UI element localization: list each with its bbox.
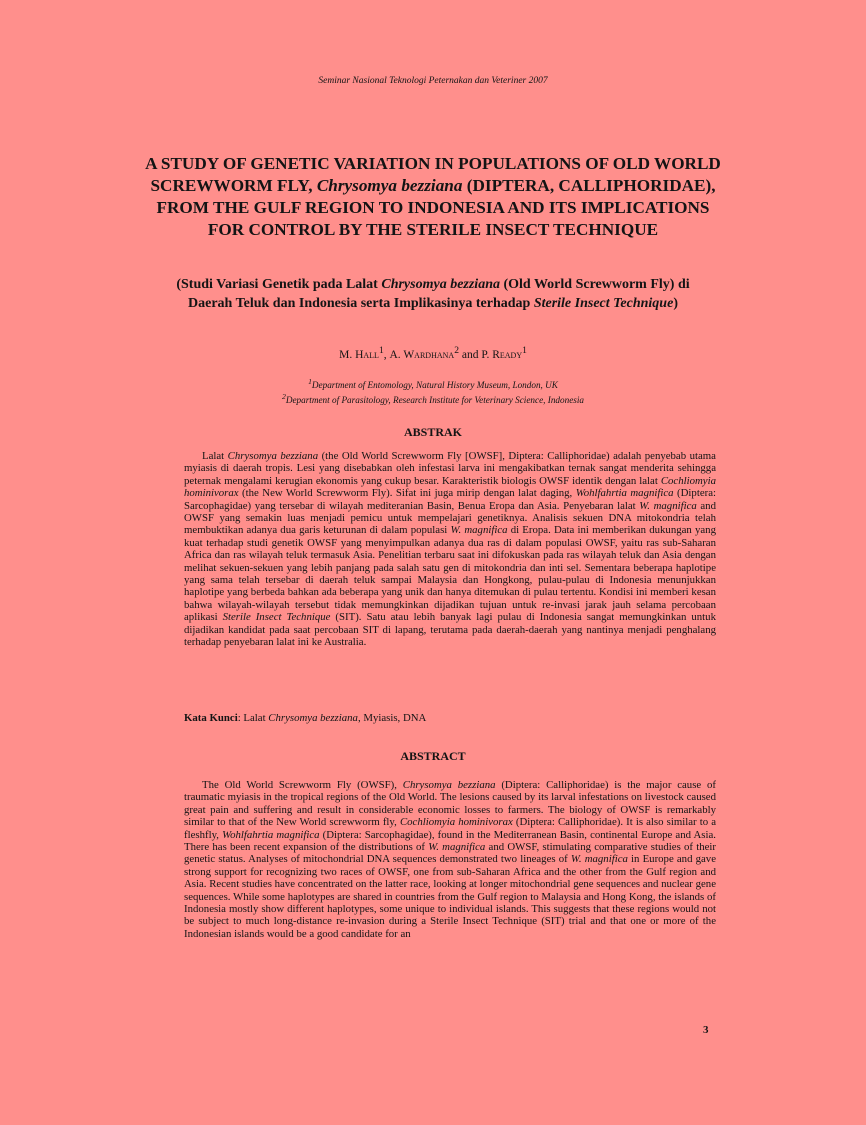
abstract-text: (Diptera: Calliphoridae). It is also similar to a fleshfly, <box>184 816 716 841</box>
abstrak-italic: Chrysomya bezziana <box>227 450 319 462</box>
paper-title <box>140 153 726 241</box>
paper-subtitle <box>160 275 706 313</box>
author-name: P. Ready <box>481 348 523 361</box>
subtitle-sit: Sterile Insect Technique <box>533 296 674 311</box>
title-text: A STUDY OF GENETIC VARIATION IN POPULATIONS OF OLD WORLD SCREWWORM FLY, <box>145 154 721 195</box>
abstract-text: (Diptera: Sarcophagidae), found in the Mediterranean Basin, continental Europe and Asia. There has been recent expansion of the distributions of <box>184 828 716 854</box>
abstrak-body <box>184 450 716 649</box>
subtitle-species: Chrysomya bezziana <box>381 277 500 292</box>
abstrak-italic: W. magnifica <box>450 524 508 537</box>
abstract-italic: W. magnifica <box>570 853 628 866</box>
abstrak-text: and OWSF yang semakin luas menjadi pemicu untuk mempelajari genetiknya. Analisis sekuen DNA mitokondria telah membuktikan adanya dua garis keturunan di dalam populasi <box>184 499 716 537</box>
subtitle-text-mid: (Old World Screwworm Fly) di Daerah Teluk dan Indonesia serta Implikasinya terhadap <box>188 277 690 311</box>
abstrak-text: (the Old World Screwworm Fly [OWSF], Diptera: Calliphoridae) adalah penyebab utama myiasis di daerah tropis. Lesi yang disebabkan oleh infestasi larva ini mengakibatkan ternak sangat menderita sehingga peternak mengalami kerugian ekonomis yang cukup besar. Karakteristik biologis OWSF identik dengan lalat <box>184 450 716 487</box>
abstract-italic: Wohlfahrtia magnifica <box>222 828 320 841</box>
page-number: 3 <box>703 1024 709 1036</box>
affiliation-1 <box>0 376 866 391</box>
abstract-text: (Diptera: Calliphoridae) is the major cause of traumatic myiasis in the tropical regions of the Old World. The lesions caused by its larval infestations on livestock caused great pain and suffering and result in considerable economic losses to farmers. The biology of OWSF is remarkably similar to that of the New World screwworm fly, <box>184 779 716 829</box>
keywords-italic: Chrysomya bezziana <box>268 712 358 724</box>
abstrak-italic: W. magnifica <box>639 499 697 512</box>
title-species: Chrysomya bezziana <box>316 176 463 195</box>
abstract-text: The Old World Screwworm Fly (OWSF), <box>202 779 403 791</box>
abstrak-text: (SIT). Satu atau lebih banyak lagi pulau di Indonesia sangat memungkinkan untuk dijadikan kandidat pada saat percobaan SIT di lapang, terutama pada daerah-daerah yang nantinya menjadi penghalang terhadap penyebaran lalat ini ke Australia. <box>184 611 716 649</box>
author-separator: , <box>383 348 390 361</box>
keywords-text: , Myiasis, DNA <box>357 712 427 724</box>
abstrak-text: (Diptera: Sarcophagidae) yang tersebar di wilayah mediteranian Basin, Benua Eropa dan Asia. Penyebaran lalat <box>184 487 717 512</box>
author-affil-mark: 2 <box>454 345 459 356</box>
affiliation-2 <box>0 391 866 406</box>
author-list <box>0 345 866 361</box>
abstrak-italic: Wohlfahrtia magnifica <box>575 487 674 500</box>
affil-mark: 1 <box>308 377 312 386</box>
abstract-italic: Chrysomya bezziana <box>402 779 496 791</box>
abstrak-text: (the New World Screwworm Fly). Sifat ini juga mirip dengan lalat daging, <box>238 487 576 500</box>
title-text-rest: (DIPTERA, CALLIPHORIDAE), FROM THE GULF REGION TO INDONESIA AND ITS IMPLICATIONS FOR CONTROL BY THE STERILE INSECT TECHNIQUE <box>156 176 716 239</box>
keywords <box>184 712 716 725</box>
author-separator: and <box>458 348 482 361</box>
affil-text: Department of Entomology, Natural History Museum, London, UK <box>311 380 558 391</box>
running-head: Seminar Nasional Teknologi Peternakan dan Veteriner 2007 <box>318 76 548 86</box>
author-name: A. Wardhana <box>389 348 455 361</box>
abstract-italic: W. magnifica <box>428 841 486 854</box>
subtitle-text-end: ) <box>673 296 678 311</box>
affiliations <box>0 376 866 406</box>
abstract-body <box>184 779 716 940</box>
subtitle-text: (Studi Variasi Genetik pada Lalat <box>176 277 382 292</box>
author-name: M. Hall <box>339 348 379 361</box>
keywords-text: : Lalat <box>237 712 269 724</box>
abstract-text: and OWSF, stimulating comparative studies of their genetic status. Analyses of mitochondrial DNA sequences demonstrated two lineages of <box>184 841 717 866</box>
abstrak-italic: Sterile Insect Technique <box>222 611 331 624</box>
author-affil-mark: 1 <box>378 345 384 356</box>
abstrak-italic: Cochliomyia hominivorax <box>184 474 716 500</box>
affil-mark: 2 <box>281 392 286 402</box>
abstract-text: in Europe and gave strong support for recognizing two races of OWSF, one from sub-Saharan Africa and the other from the Gulf region and Asia. Recent studies have concentrated on the latter race, looking at longer mitochondrial gene sequences and nuclear gene sequences. While some haplotypes are shared in countries from the Gulf region to Malaysia and Hong Kong, the islands of Indonesia mostly show different haplotypes, some unique to individual islands. This suggests that these regions would not be subject to much long-distance re-invasion during a Sterile Insect Technique (SIT) trial and that one or more of the Indonesian islands would be a good candidate for an <box>184 853 716 940</box>
keywords-label: Kata Kunci <box>184 712 238 724</box>
abstrak-text: Lalat <box>202 450 228 462</box>
abstrak-heading: ABSTRAK <box>403 425 462 439</box>
abstract-italic: Cochliomyia hominivorax <box>399 816 513 829</box>
abstrak-text: di Eropa. Data ini memberikan dukungan yang kuat terhadap studi genetik OWSF yang menyimpulkan adanya dua ras di dalam populasi OWSF, yaitu ras sub-Saharan Africa dan ras wilayah teluk termasuk Asia. Penelitian terbaru saat ini difokuskan pada ras wilayah teluk dan Asia dengan melihat sekuen-sekuen yang lebih panjang pada salah satu gen di mitokondria dan inti sel. Sementara beberapa haplotipe yang sama telah tersebar di daerah teluk sampai Malaysia dan Hongkong, pulau-pulau di Indonesia menunjukkan haplotipe yang berbeda bahkan ada beberapa yang unik dan hanya ditemukan di pulau tertentu. Kondisi ini memberi kesan bahwa wilayah-wilayah tersebut tidak memungkinkan dijadikan tujuan untuk re-invasi jarak jauh selama percobaan aplikasi <box>184 524 716 624</box>
author-affil-mark: 1 <box>522 345 527 356</box>
affil-text: Department of Parasitology, Research Institute for Veterinary Science, Indonesia <box>285 395 585 406</box>
abstract-heading: ABSTRACT <box>400 749 466 763</box>
